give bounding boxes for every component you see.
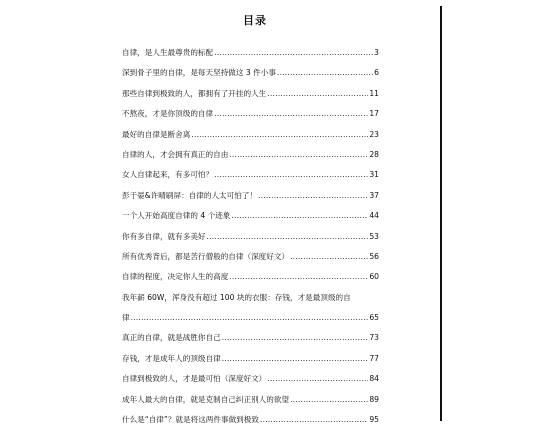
toc-entry-page: 95 — [369, 415, 379, 425]
toc-entry-label: 那些自律到极致的人，都拥有了开挂的人生 — [122, 88, 267, 98]
dot-leader — [222, 328, 369, 348]
toc-entry-label: 自律的程度，决定你人生的高度 — [122, 272, 229, 282]
dot-leader — [222, 349, 369, 369]
dot-leader — [214, 165, 368, 185]
toc-entry-label: 你有多自律，就有多美好 — [122, 231, 206, 241]
toc-entry-page: 89 — [369, 394, 379, 404]
toc-entry-label: 深到骨子里的自律，是每天坚持做这 3 件小事 — [122, 68, 276, 78]
page-edge-rule — [440, 6, 442, 421]
toc-entry[interactable] — [122, 206, 379, 226]
toc-entry-label: 彭于晏&许晴刷屏：自律的人太可怕了！ — [122, 190, 258, 200]
toc-entry-page: 31 — [369, 170, 379, 180]
toc-entry-page: 3 — [374, 48, 379, 57]
toc-entry-label: 不熬夜，才是你顶级的自律 — [122, 109, 214, 119]
toc-entry-page: 65 — [369, 313, 379, 323]
toc-entry[interactable] — [122, 267, 379, 287]
toc-entry[interactable] — [122, 186, 379, 206]
dot-leader — [277, 63, 373, 83]
toc-entry-page: 73 — [369, 333, 379, 343]
toc-entry-page: 44 — [369, 211, 379, 221]
dot-leader — [229, 267, 368, 287]
dot-leader — [267, 369, 368, 389]
toc-entry-label: 真正的自律，就是战胜你自己 — [122, 333, 221, 343]
toc-entry-label: 成年人最大的自律，就是克制自己纠正别人的欲望 — [122, 394, 290, 404]
dot-leader — [290, 247, 368, 267]
toc-list — [122, 43, 379, 430]
dot-leader — [207, 227, 369, 247]
dot-leader — [267, 84, 368, 104]
toc-entry-page: 6 — [374, 68, 379, 78]
toc-entry[interactable] — [122, 247, 379, 267]
toc-entry-label: 我年薪 60W，浑身没有超过 100 块的衣服：存钱，才是最顶级的自 — [122, 292, 351, 302]
dot-leader — [260, 410, 368, 430]
dot-leader — [290, 390, 368, 410]
dot-leader — [191, 125, 368, 145]
toc-entry-label: 女人自律起来，有多可怕？ — [122, 170, 214, 180]
toc-entry[interactable] — [122, 43, 379, 63]
toc-entry-label: 自律的人，才会拥有真正的自由 — [122, 149, 229, 159]
toc-title: 目录 — [243, 14, 267, 27]
toc-entry-label: 什么是“自律”？就是将这两件事做到极致 — [122, 415, 259, 425]
dot-leader — [229, 145, 368, 165]
toc-entry[interactable] — [122, 369, 379, 389]
toc-entry-page: 28 — [369, 149, 379, 159]
toc-entry-page: 53 — [369, 231, 379, 241]
toc-entry-label: 存钱，才是成年人的顶级自律 — [122, 353, 221, 363]
toc-entry[interactable] — [122, 227, 379, 247]
toc-entry-label: 一个人开始高度自律的 4 个迹象 — [122, 211, 231, 221]
toc-entry-label-continued: 律 — [122, 313, 130, 323]
toc-entry-page: 60 — [369, 272, 379, 282]
toc-entry-label: 所有优秀背后，都是苦行僧般的自律（深度好文） — [122, 251, 290, 261]
toc-entry[interactable] — [122, 288, 379, 329]
toc-entry[interactable] — [122, 410, 379, 430]
dot-leader — [231, 206, 368, 226]
toc-entry-page: 17 — [369, 109, 379, 119]
toc-entry[interactable] — [122, 165, 379, 185]
dot-leader — [131, 308, 369, 328]
toc-entry[interactable] — [122, 84, 379, 104]
dot-leader — [214, 104, 368, 124]
toc-entry-label: 自律，是人生最尊贵的标配 — [122, 48, 214, 57]
toc-entry-page: 11 — [369, 88, 379, 98]
toc-entry-page: 37 — [369, 190, 379, 200]
toc-entry-page: 23 — [369, 129, 379, 139]
toc-entry[interactable] — [122, 328, 379, 348]
dot-leader — [258, 186, 368, 206]
toc-entry[interactable] — [122, 63, 379, 83]
toc-entry-page: 77 — [369, 353, 379, 363]
toc-entry[interactable] — [122, 390, 379, 410]
toc-entry[interactable] — [122, 104, 379, 124]
toc-entry-page: 56 — [369, 251, 379, 261]
toc-entry[interactable] — [122, 349, 379, 369]
toc-entry-label: 自律到极致的人，才是最可怕（深度好文） — [122, 374, 267, 384]
toc-entry-label: 最好的自律是断舍离 — [122, 129, 191, 139]
toc-entry[interactable] — [122, 145, 379, 165]
toc-entry[interactable] — [122, 125, 379, 145]
dot-leader — [214, 43, 373, 63]
toc-entry-page: 84 — [369, 374, 379, 384]
